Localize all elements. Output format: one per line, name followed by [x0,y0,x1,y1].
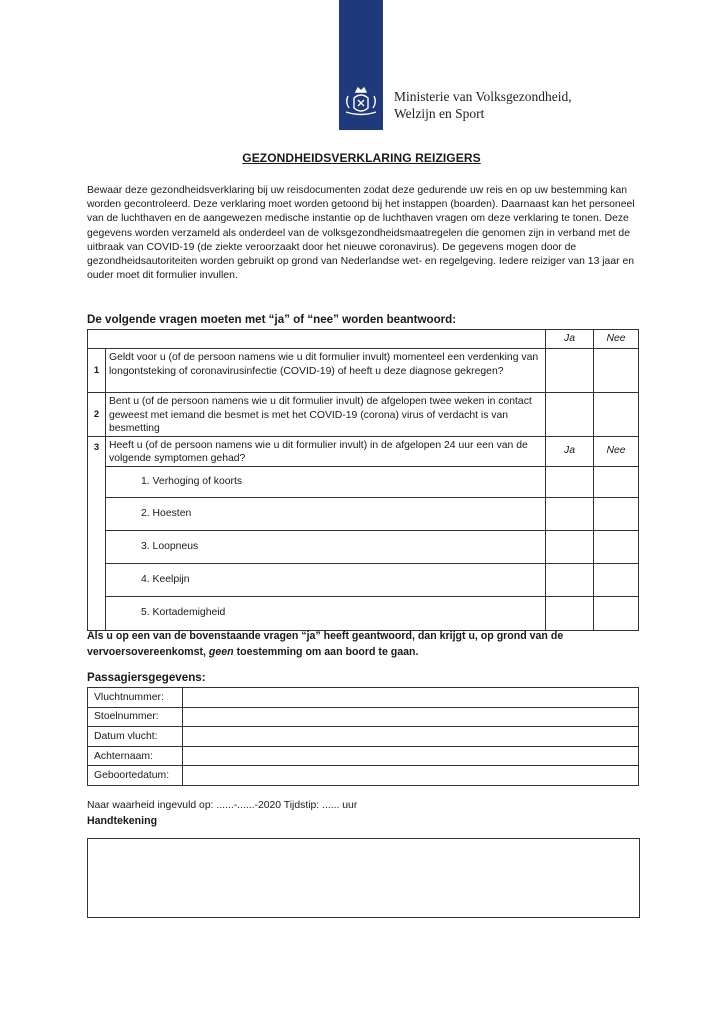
answer-yes-cell[interactable] [546,349,594,393]
passenger-field-label: Vluchtnummer: [88,688,183,708]
symptom-item: 2. Hoesten [106,497,546,530]
passenger-table [87,687,639,786]
signature-box[interactable] [87,838,640,918]
passenger-heading: Passagiersgegevens: [87,671,206,684]
ministry-line-2: Welzijn en Sport [394,106,485,121]
answer-no-cell[interactable] [594,563,639,596]
col-no-header: Nee [594,436,639,466]
answer-no-cell[interactable] [594,393,639,437]
passenger-field-label: Geboortedatum: [88,766,183,786]
symptom-item: 3. Loopneus [106,530,546,563]
passenger-field-label: Achternaam: [88,746,183,766]
warning-text [87,628,643,660]
answer-yes-cell[interactable] [546,466,594,497]
answer-yes-cell[interactable] [546,530,594,563]
answer-yes-cell[interactable] [546,393,594,437]
col-yes-header: Ja [546,436,594,466]
questions-heading: De volgende vragen moeten met “ja” of “nee” worden beantwoord: [87,313,457,326]
passenger-field-label: Stoelnummer: [88,707,183,727]
symptom-item: 4. Keelpijn [106,563,546,596]
signature-label: Handtekening [87,815,158,827]
answer-yes-cell[interactable] [546,596,594,630]
questions-table [87,329,639,631]
question-number: 3 [88,436,106,630]
answer-no-cell[interactable] [594,497,639,530]
question-text: Bent u (of de persoon namens wie u dit formulier invult) de afgelopen twee weken in contact geweest met iemand die besmet is met het COVID-19 (corona) virus of verdacht is van besmetting [106,393,546,437]
answer-no-cell[interactable] [594,530,639,563]
col-no-header: Nee [594,330,639,349]
warning-pre: Als u op een van de bovenstaande vragen “ja” heeft geantwoord, dan krijgt u, op grond van de vervoersovereenkomst, [87,630,564,658]
last-name-field[interactable] [183,746,639,766]
flight-date-field[interactable] [183,727,639,747]
question-text: Heeft u (of de persoon namens wie u dit formulier invult) in de afgelopen 24 uur een van de volgende symptomen gehad? [106,436,546,466]
symptom-item: 1. Verhoging of koorts [106,466,546,497]
question-number: 2 [88,393,106,437]
header-blank [88,330,546,349]
col-yes-header: Ja [546,330,594,349]
document-title: GEZONDHEIDSVERKLARING REIZIGERS [242,151,481,165]
answer-no-cell[interactable] [594,349,639,393]
answer-no-cell[interactable] [594,466,639,497]
seat-number-field[interactable] [183,707,639,727]
ministry-line-1: Ministerie van Volksgezondheid, [394,89,572,104]
flight-number-field[interactable] [183,688,639,708]
answer-yes-cell[interactable] [546,497,594,530]
passenger-field-label: Datum vlucht: [88,727,183,747]
answer-no-cell[interactable] [594,596,639,630]
question-text: Geldt voor u (of de persoon namens wie u dit formulier invult) momenteel een verdenking van longontsteking of coronavirusinfectie (COVID-19) of heeft u deze diagnose gekregen? [106,349,546,393]
warning-post: toestemming om aan boord te gaan. [233,646,419,658]
ministry-name [394,88,572,122]
birth-date-field[interactable] [183,766,639,786]
answer-yes-cell[interactable] [546,563,594,596]
warning-em: geen [208,646,234,658]
filled-in-line: Naar waarheid ingevuld op: ......-......-2020 Tijdstip: ...... uur [87,800,358,811]
symptom-item: 5. Kortademigheid [106,596,546,630]
crest-icon [340,84,382,118]
intro-paragraph: Bewaar deze gezondheidsverklaring bij uw reisdocumenten zodat deze gedurende uw reis en op uw bestemming kan worden gecontroleerd. Deze verklaring moet worden getoond bij het instappen (boarden). Daarnaast kan het personeel van de luchthaven en de aangewezen medische instantie op de luchthaven vragen om deze verklaring te tonen. Deze gegevens worden verzameld als onderdeel van de volksgezondheidsmaatregelen die genomen zijn in verband met de uitbraak van COVID-19 (de ziekte veroorzaakt door het nieuwe coronavirus). De gegevens mogen door de gezondheidsautoriteiten worden gebruikt op grond van Nederlandse wet- en regelgeving. Iedere reiziger van 13 jaar en ouder moet dit formulier invullen. [87,185,635,282]
question-number: 1 [88,349,106,393]
